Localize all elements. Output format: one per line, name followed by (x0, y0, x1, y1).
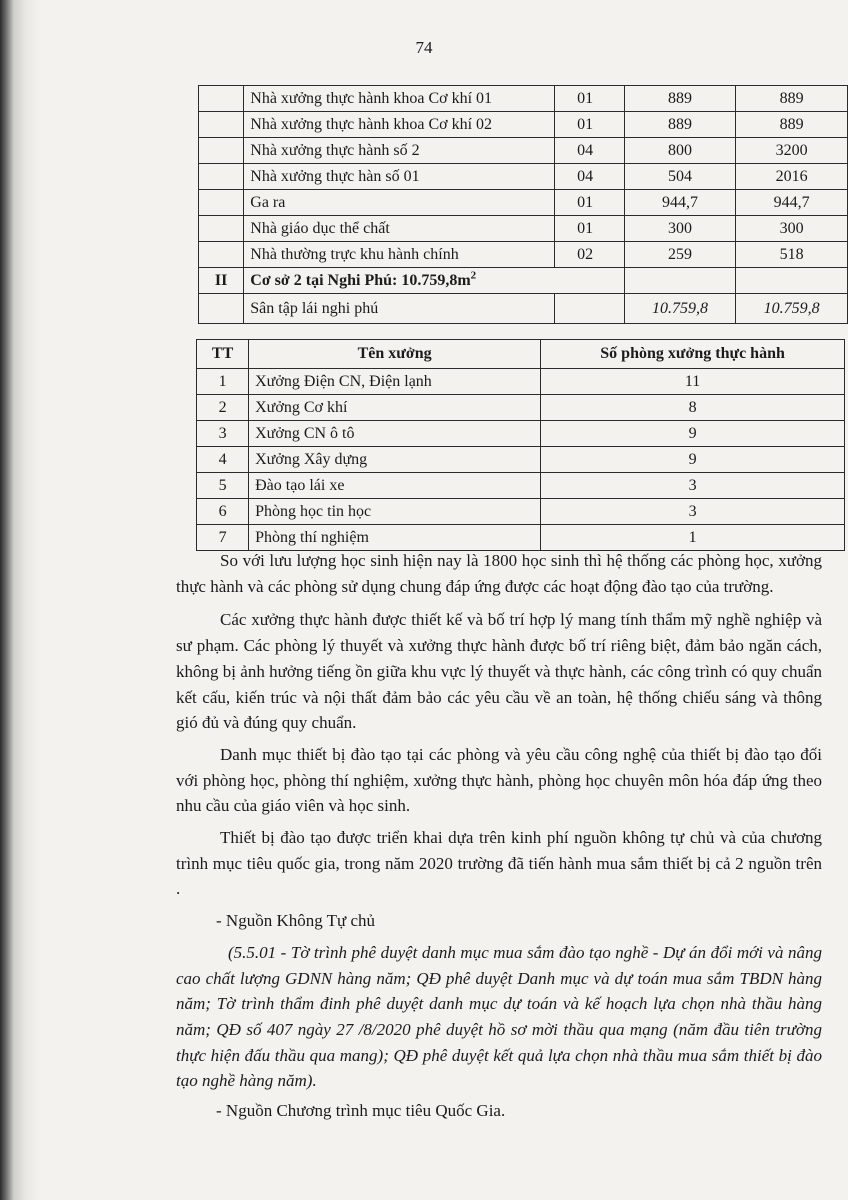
table-row (199, 242, 848, 268)
section-title-text: Cơ sở 2 tại Nghi Phú: 10.759,8m (250, 271, 471, 289)
building-area: 259 (624, 242, 736, 268)
page-number: 74 (415, 38, 433, 57)
building-total-area: 300 (736, 216, 848, 242)
row-number: 1 (197, 369, 249, 395)
paragraph-capacity: So với lưu lượng học sinh hiện nay là 1800 học sinh thì hệ thống các phòng học, xưởng thực hành và các phòng sử dụng chung đáp ứng được các hoạt động đào tạo của trường. (176, 551, 822, 596)
section-empty-total (736, 268, 848, 294)
building-name: Ga ra (244, 190, 555, 216)
paragraph-equipment-list: Danh mục thiết bị đào tạo tại các phòng và yêu cầu công nghệ của thiết bị đào tạo đối với phòng học, phòng thí nghiệm, xưởng thực hành, phòng học chuyên môn hóa đáp ứng theo nhu cầu của giáo viên và học sinh. (176, 744, 822, 816)
row-number (199, 190, 244, 216)
building-area: 889 (624, 86, 736, 112)
building-quantity (555, 294, 624, 324)
building-area: 10.759,8 (624, 294, 736, 324)
table-row (197, 421, 845, 447)
table-row (199, 112, 848, 138)
building-total-area: 10.759,8 (736, 294, 848, 324)
row-number: 3 (197, 421, 249, 447)
workshop-room-count: 8 (541, 395, 845, 421)
row-number (199, 138, 244, 164)
paragraph-workshop-design: Các xưởng thực hành được thiết kế và bố trí hợp lý mang tính thẩm mỹ nghề nghiệp và sư phạm. Các phòng lý thuyết và xưởng thực hành được bố trí riêng biệt, đảm bảo ngăn cách, không bị ảnh hưởng tiếng ồn giữa khu vực lý thuyết và thực hành, các công trình có quy chuẩn kết cấu, kiến trúc và nội thất đảm bảo các yêu cầu về an toàn, hệ thống chiếu sáng và thông gió đủ và đúng quy chuẩn. (176, 610, 822, 733)
building-name: Nhà xưởng thực hàn số 01 (244, 164, 555, 190)
table-row (199, 294, 848, 324)
row-number: 4 (197, 447, 249, 473)
building-total-area: 2016 (736, 164, 848, 190)
header-tt: TT (197, 340, 249, 369)
row-number (199, 216, 244, 242)
bullet-national-program-source: - Nguồn Chương trình mục tiêu Quốc Gia. (216, 1101, 506, 1121)
building-total-area: 3200 (736, 138, 848, 164)
building-total-area: 518 (736, 242, 848, 268)
header-room-count: Số phòng xưởng thực hành (541, 340, 845, 369)
table-row (197, 395, 845, 421)
table-row (197, 525, 845, 551)
building-name: Nhà xưởng thực hành khoa Cơ khí 01 (244, 86, 555, 112)
workshop-room-count: 3 (541, 499, 845, 525)
paragraph-evidence-references: (5.5.01 - Tờ trình phê duyệt danh mục mua sắm đào tạo nghề - Dự án đổi mới và nâng cao chất lượng GDNN hàng năm; QĐ phê duyệt Danh mục và dự toán mua sắm TBDN hàng năm; Tờ trình thẩm đinh phê duyệt danh mục dự toán và kế hoạch lựa chọn nhà thầu hàng năm; QĐ số 407 ngày 27 /8/2020 phê duyệt hồ sơ mời thầu qua mạng (năm đầu tiên trường thực hiện đấu thầu qua mang); QĐ phê duyệt kết quả lựa chọn nhà thầu mua sắm thiết bị đào tạo nghề hàng năm). (176, 942, 822, 1091)
table-row (197, 369, 845, 395)
table-header-row (197, 340, 845, 369)
building-quantity: 04 (555, 138, 624, 164)
section-empty-qty (555, 268, 624, 294)
workshop-room-count: 3 (541, 473, 845, 499)
table-row (199, 190, 848, 216)
workshop-name: Phòng học tin học (249, 499, 541, 525)
building-name: Nhà thường trực khu hành chính (244, 242, 555, 268)
workshop-name: Xưởng CN ô tô (249, 421, 541, 447)
table-row (197, 473, 845, 499)
book-spine-shadow (0, 0, 40, 1200)
row-number (199, 112, 244, 138)
table-row (199, 86, 848, 112)
row-number (199, 86, 244, 112)
table-row (197, 499, 845, 525)
row-number: 7 (197, 525, 249, 551)
building-area: 300 (624, 216, 736, 242)
building-total-area: 889 (736, 86, 848, 112)
building-quantity: 01 (555, 86, 624, 112)
workshop-name: Phòng thí nghiệm (249, 525, 541, 551)
building-area: 504 (624, 164, 736, 190)
table-row (199, 164, 848, 190)
workshop-rooms-table (196, 339, 845, 551)
section-empty-area (624, 268, 736, 294)
bullet-non-autonomous-source: - Nguồn Không Tự chủ (216, 911, 376, 931)
building-name: Nhà xưởng thực hành số 2 (244, 138, 555, 164)
workshop-name: Đào tạo lái xe (249, 473, 541, 499)
row-number: 2 (197, 395, 249, 421)
building-name: Nhà xưởng thực hành khoa Cơ khí 02 (244, 112, 555, 138)
building-quantity: 04 (555, 164, 624, 190)
section-row (199, 268, 848, 294)
building-quantity: 01 (555, 216, 624, 242)
building-total-area: 944,7 (736, 190, 848, 216)
section-title (244, 268, 555, 294)
row-number: 5 (197, 473, 249, 499)
workshop-room-count: 9 (541, 421, 845, 447)
section-title-superscript: 2 (470, 269, 477, 282)
building-area: 800 (624, 138, 736, 164)
building-total-area: 889 (736, 112, 848, 138)
header-workshop-name: Tên xưởng (249, 340, 541, 369)
facilities-area-table (198, 85, 848, 324)
workshop-name: Xưởng Xây dựng (249, 447, 541, 473)
workshop-room-count: 11 (541, 369, 845, 395)
workshop-name: Xưởng Cơ khí (249, 395, 541, 421)
table-row (197, 447, 845, 473)
workshop-room-count: 1 (541, 525, 845, 551)
workshop-name: Xưởng Điện CN, Điện lạnh (249, 369, 541, 395)
table-row (199, 138, 848, 164)
building-area: 889 (624, 112, 736, 138)
table-row (199, 216, 848, 242)
building-name: Nhà giáo dục thể chất (244, 216, 555, 242)
building-name: Sân tập lái nghi phú (244, 294, 555, 324)
row-number (199, 242, 244, 268)
section-number: II (199, 268, 244, 294)
building-quantity: 01 (555, 190, 624, 216)
row-number: 6 (197, 499, 249, 525)
row-number (199, 164, 244, 190)
building-quantity: 01 (555, 112, 624, 138)
paragraph-equipment-funding: Thiết bị đào tạo được triển khai dựa trên kinh phí nguồn không tự chủ và của chương trình mục tiêu quốc gia, trong năm 2020 trường đã tiến hành mua sắm thiết bị cả 2 nguồn trên . (176, 828, 822, 899)
row-number (199, 294, 244, 324)
building-area: 944,7 (624, 190, 736, 216)
building-quantity: 02 (555, 242, 624, 268)
workshop-room-count: 9 (541, 447, 845, 473)
body-text (176, 548, 822, 1124)
